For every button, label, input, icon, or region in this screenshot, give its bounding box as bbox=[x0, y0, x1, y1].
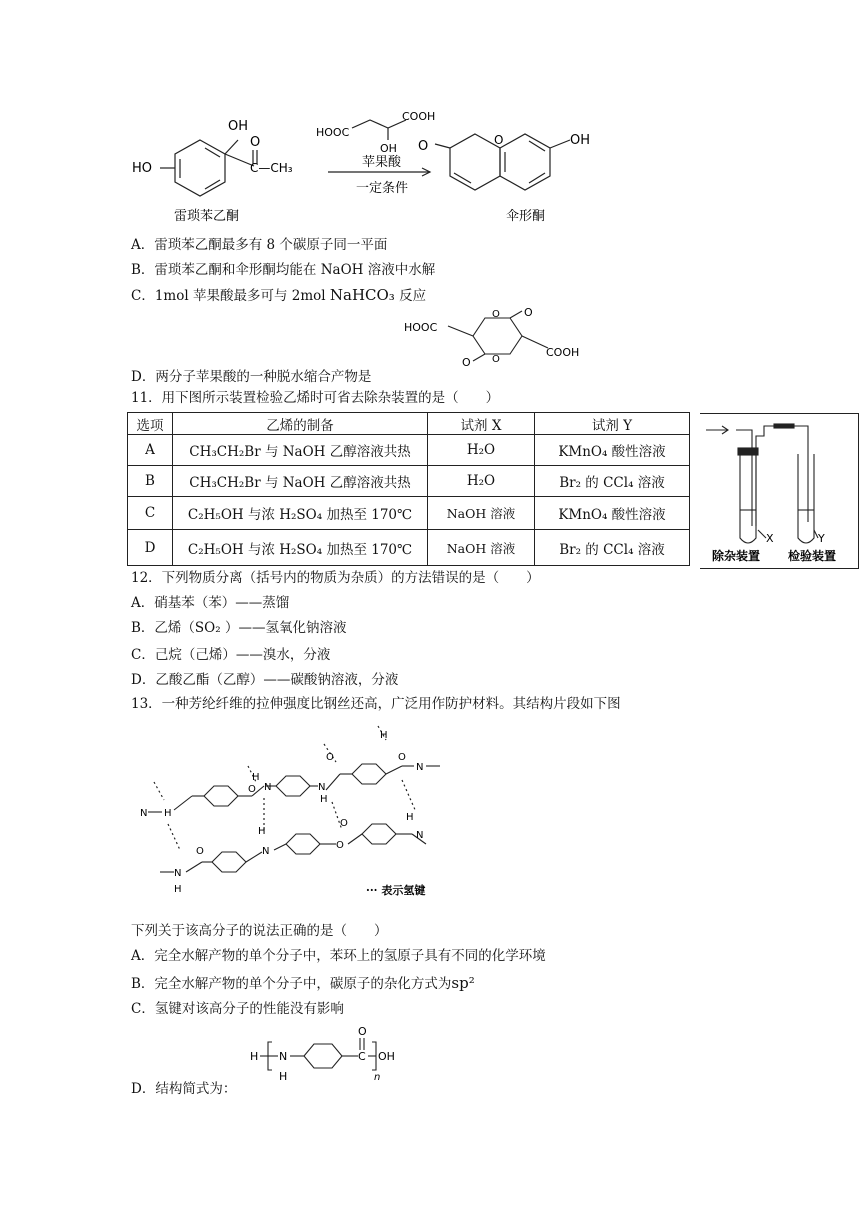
cooh-label: COOH bbox=[402, 110, 436, 123]
dimer-cooh: COOH bbox=[546, 346, 580, 359]
table-header-row bbox=[128, 413, 690, 435]
row-x: NaOH 溶液 bbox=[428, 530, 535, 566]
q10-option-a: A．雷琐苯乙酮最多有 8 个碳原子同一平面 bbox=[131, 237, 388, 253]
subscript-n: n bbox=[374, 1072, 381, 1083]
acetyl-label: C—CH₃ bbox=[250, 161, 293, 175]
atom-n: N bbox=[416, 762, 424, 773]
table-row bbox=[128, 435, 690, 466]
dimer-ring-o2: O bbox=[492, 354, 500, 365]
aramid-structure bbox=[140, 722, 470, 902]
unit-o: O bbox=[358, 1025, 367, 1038]
malic-oh-label: OH bbox=[380, 142, 397, 155]
q13-option-d: D．结构简式为： bbox=[131, 1081, 237, 1097]
dimer-structure bbox=[400, 308, 600, 368]
reagent-name: 苹果酸 bbox=[362, 155, 402, 170]
oh-label: OH bbox=[228, 119, 249, 134]
dimer-o2: O bbox=[462, 356, 471, 368]
ring-o-label: O bbox=[494, 133, 504, 147]
atom-h: H bbox=[258, 826, 266, 837]
q13-question: 下列关于该高分子的说法正确的是（ ） bbox=[131, 923, 388, 939]
apparatus-right-label: 检验装置 bbox=[788, 549, 837, 563]
end-h: H bbox=[250, 1050, 259, 1063]
header-y: 试剂 Y bbox=[535, 413, 690, 435]
reaction-figure bbox=[130, 100, 630, 230]
atom-n: N bbox=[140, 808, 148, 819]
row-prep: C₂H₅OH 与浓 H₂SO₄ 加热至 170℃ bbox=[173, 497, 428, 530]
header-option: 选项 bbox=[128, 413, 173, 435]
product-oh-label: OH bbox=[570, 133, 591, 148]
q11-table bbox=[127, 412, 690, 566]
row-option: C bbox=[128, 497, 173, 530]
row-prep: CH₃CH₂Br 与 NaOH 乙醇溶液共热 bbox=[173, 435, 428, 466]
repeat-unit-structure bbox=[248, 1024, 428, 1088]
hooc-label: HOOC bbox=[316, 126, 350, 139]
row-prep: C₂H₅OH 与浓 H₂SO₄ 加热至 170℃ bbox=[173, 530, 428, 566]
q13-b-formula: sp² bbox=[451, 974, 475, 992]
atom-n: N bbox=[264, 782, 272, 793]
atom-n: N bbox=[318, 782, 326, 793]
q10-c-formula: NaHCO₃ bbox=[329, 286, 395, 304]
row-y: Br₂ 的 CCl₄ 溶液 bbox=[535, 466, 690, 497]
row-option: B bbox=[128, 466, 173, 497]
apparatus-left-label: 除杂装置 bbox=[712, 549, 761, 563]
q10-c-post: 反应 bbox=[394, 288, 427, 304]
apparatus-diagram bbox=[700, 414, 858, 568]
atom-n: N bbox=[174, 868, 182, 879]
condition-text: 一定条件 bbox=[356, 181, 409, 196]
atom-h: H bbox=[406, 812, 414, 823]
unit-n: N bbox=[279, 1050, 288, 1063]
apparatus-x-label: X bbox=[766, 532, 774, 545]
q10-option-d: D．两分子苹果酸的一种脱水缩合产物是 bbox=[131, 369, 372, 385]
dimer-hooc: HOOC bbox=[404, 321, 438, 334]
q10-c-pre: C．1mol 苹果酸最多可与 2mol bbox=[131, 288, 330, 304]
header-prep: 乙烯的制备 bbox=[173, 413, 428, 435]
atom-h: H bbox=[380, 730, 388, 741]
q11-stem: 11．用下图所示装置检验乙烯时可省去除杂装置的是（ ） bbox=[131, 390, 500, 406]
q13-option-b bbox=[131, 974, 475, 993]
atom-h: H bbox=[164, 808, 172, 819]
row-y: KMnO₄ 酸性溶液 bbox=[535, 497, 690, 530]
dimer-ring-o1: O bbox=[492, 309, 500, 320]
dimer-o1: O bbox=[524, 308, 533, 319]
atom-o: O bbox=[248, 784, 256, 795]
row-y: Br₂ 的 CCl₄ 溶液 bbox=[535, 530, 690, 566]
q13-option-a: A．完全水解产物的单个分子中，苯环上的氢原子具有不同的化学环境 bbox=[131, 948, 546, 964]
atom-o: O bbox=[398, 752, 406, 763]
q12-option-c: C．己烷（己烯）——溴水，分液 bbox=[131, 647, 331, 663]
q12-option-a: A．硝基苯（苯）——蒸馏 bbox=[131, 595, 290, 611]
atom-o: O bbox=[336, 840, 344, 851]
q12-option-d: D．乙酸乙酯（乙醇）——碳酸钠溶液，分液 bbox=[131, 672, 399, 688]
q13-option-c: C．氢键对该高分子的性能没有影响 bbox=[131, 1001, 344, 1017]
apparatus-cell bbox=[700, 413, 859, 569]
table-row bbox=[128, 530, 690, 566]
product-name: 伞形酮 bbox=[506, 209, 546, 224]
atom-o: O bbox=[340, 818, 348, 829]
row-option: A bbox=[128, 435, 173, 466]
unit-nh: H bbox=[279, 1070, 288, 1083]
atom-h: H bbox=[174, 884, 182, 895]
row-prep: CH₃CH₂Br 与 NaOH 乙醇溶液共热 bbox=[173, 466, 428, 497]
table-row bbox=[128, 466, 690, 497]
atom-o: O bbox=[196, 846, 204, 857]
atom-o: O bbox=[326, 752, 334, 763]
unit-c: C bbox=[358, 1050, 366, 1063]
q13-b-pre: B．完全水解产物的单个分子中，碳原子的杂化方式为 bbox=[131, 976, 452, 992]
row-x: NaOH 溶液 bbox=[428, 497, 535, 530]
q12-option-b: B．乙烯（SO₂ ）——氢氧化钠溶液 bbox=[131, 620, 347, 636]
apparatus-y-label: Y bbox=[818, 532, 825, 545]
reactant-name: 雷琐苯乙酮 bbox=[174, 209, 240, 224]
q10-option-c bbox=[131, 286, 426, 305]
q10-option-b: B．雷琐苯乙酮和伞形酮均能在 NaOH 溶液中水解 bbox=[131, 262, 436, 278]
q13-stem: 13．一种芳纶纤维的拉伸强度比钢丝还高，广泛用作防护材料。其结构片段如下图 bbox=[131, 696, 621, 712]
table-row bbox=[128, 497, 690, 530]
row-x: H₂O bbox=[428, 435, 535, 466]
row-option: D bbox=[128, 530, 173, 566]
header-x: 试剂 X bbox=[428, 413, 535, 435]
hydrogen-bond-legend: ··· 表示氢键 bbox=[366, 884, 426, 897]
ho-label: HO bbox=[132, 161, 153, 176]
carbonyl-o-label: O bbox=[418, 139, 429, 154]
atom-h: H bbox=[252, 772, 260, 783]
q12-stem: 12．下列物质分离（括号内的物质为杂质）的方法错误的是（ ） bbox=[131, 570, 540, 586]
atom-n: N bbox=[416, 830, 424, 841]
row-y: KMnO₄ 酸性溶液 bbox=[535, 435, 690, 466]
o-label: O bbox=[250, 135, 261, 150]
end-oh: OH bbox=[378, 1050, 395, 1063]
atom-h: H bbox=[320, 794, 328, 805]
row-x: H₂O bbox=[428, 466, 535, 497]
atom-n: N bbox=[262, 846, 270, 857]
